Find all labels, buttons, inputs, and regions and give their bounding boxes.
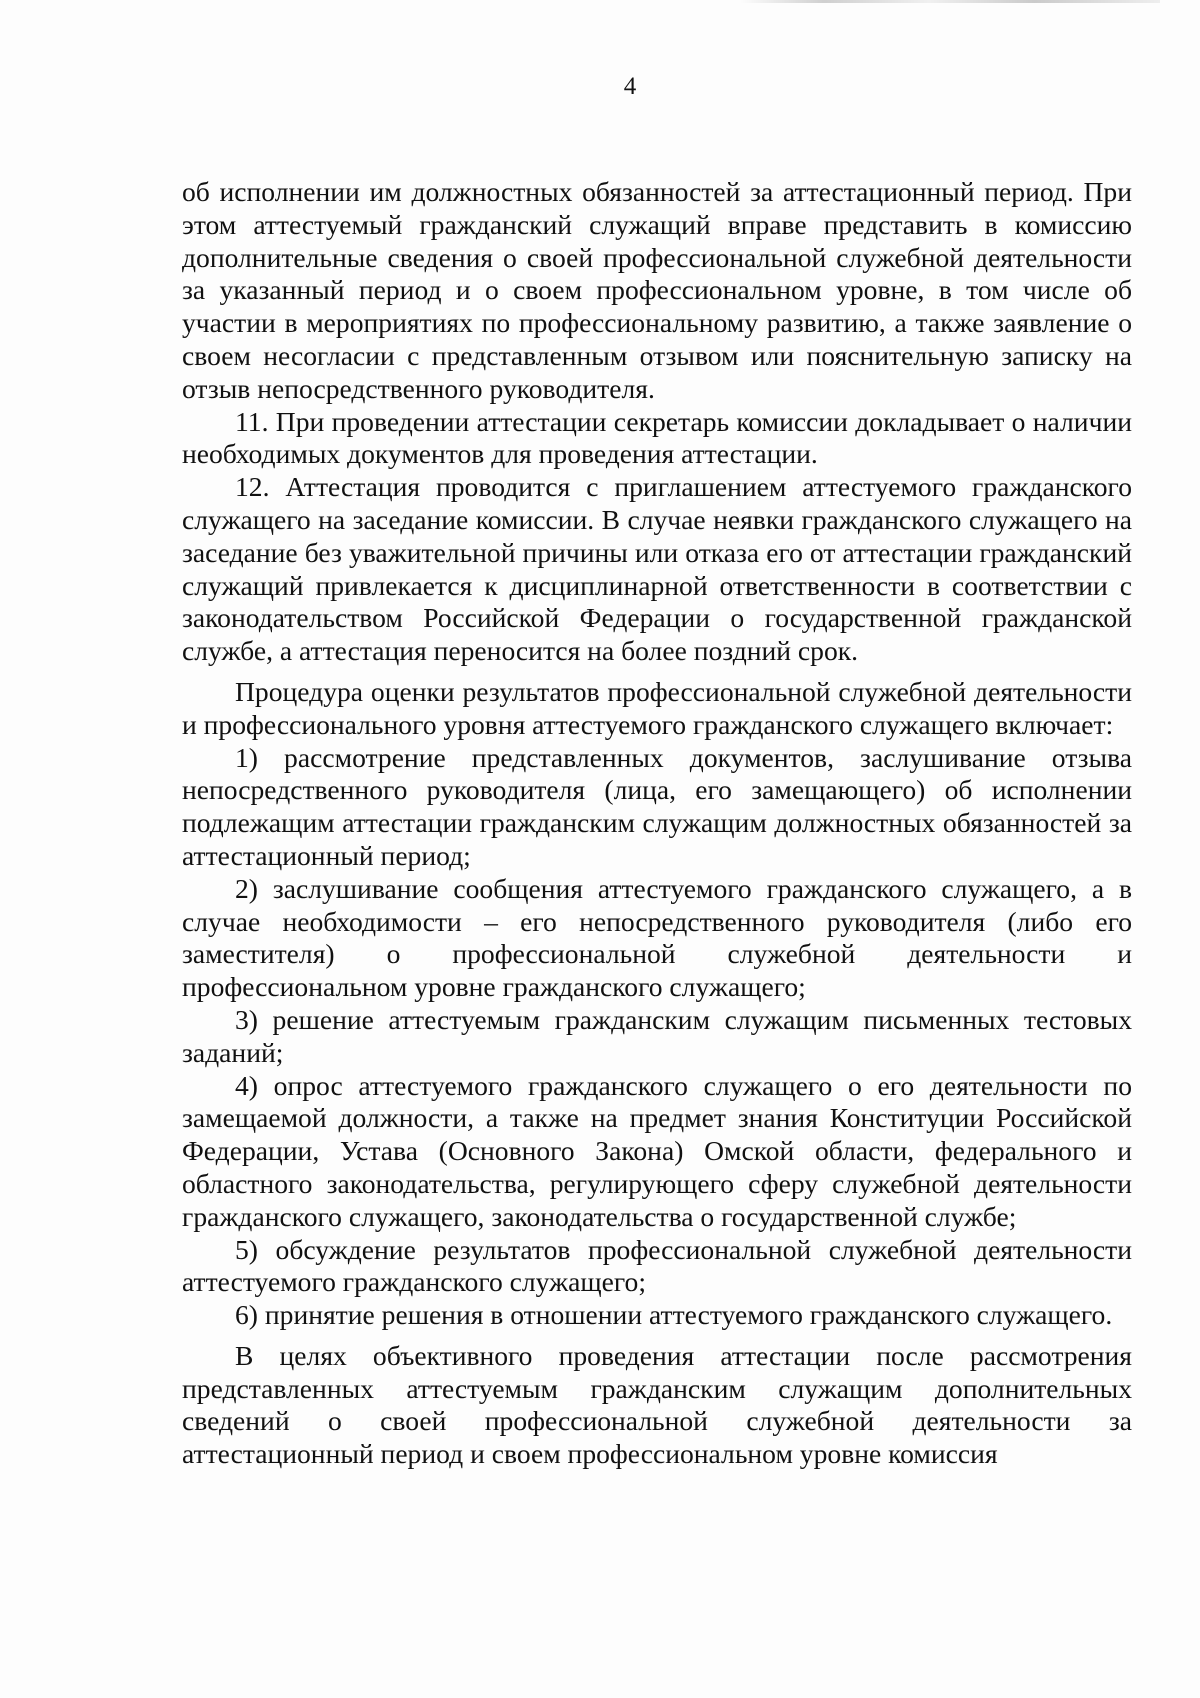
list-item-3: 3) решение аттестуемым гражданским служащим письменных тестовых заданий; (182, 1003, 1132, 1068)
document-body (182, 176, 1132, 1471)
paragraph-continuation: об исполнении им должностных обязанностей за аттестационный период. При этом аттестуемый гражданский служащий вправе представить в комиссию дополнительные сведения о своей профессиональной служебной деятельности за указанный период и о своем профессиональном уровне, в том числе об участии в мероприятиях по профессиональному развитию, а также заявление о своем несогласии с представленным отзывом или пояснительную записку на отзыв непосредственного руководителя. (182, 176, 1132, 404)
paragraph-item-12: 12. Аттестация проводится с приглашением аттестуемого гражданского служащего на заседание комиссии. В случае неявки гражданского служащего на заседание без уважительной причины или отказа его от аттестации гражданский служащий привлекается к дисциплинарной ответственности в соответствии с законодательством Российской Федерации о государственной гражданской службе, а аттестация переносится на более поздний срок. (182, 471, 1132, 667)
scan-edge-artifact (740, 0, 1160, 3)
list-item-4: 4) опрос аттестуемого гражданского служащего о его деятельности по замещаемой должности, а также на предмет знания Конституции Российской Федерации, Устава (Основного Закона) Омской области, федерального и областного законодательства, регулирующего сферу служебной деятельности гражданского служащего, законодательства о государственной службе; (182, 1069, 1132, 1232)
list-item-1: 1) рассмотрение представленных документов, заслушивание отзыва непосредственного руководителя (лица, его замещающего) об исполнении подлежащим аттестации гражданским служащим должностных обязанностей за аттестационный период; (182, 741, 1132, 871)
paragraph-procedure-intro: Процедура оценки результатов профессиональной служебной деятельности и профессионального уровня аттестуемого гражданского служащего включает: (182, 675, 1132, 740)
list-item-5: 5) обсуждение результатов профессиональной служебной деятельности аттестуемого гражданского служащего; (182, 1233, 1132, 1298)
page-number: 4 (623, 73, 637, 100)
list-item-2: 2) заслушивание сообщения аттестуемого гражданского служащего, а в случае необходимости – его непосредственного руководителя (либо его заместителя) о профессиональной служебной деятельности и профессиональном уровне гражданского служащего; (182, 872, 1132, 1003)
paragraph-item-11: 11. При проведении аттестации секретарь комиссии докладывает о наличии необходимых документов для проведения аттестации. (182, 405, 1132, 470)
list-item-6: 6) принятие решения в отношении аттестуемого гражданского служащего. (235, 1299, 1113, 1331)
paragraph-final: В целях объективного проведения аттестации после рассмотрения представленных аттестуемым гражданским служащим дополнительных сведений о своей профессиональной служебной деятельности за аттестационный период и своем профессиональном уровне комиссия (182, 1339, 1132, 1470)
